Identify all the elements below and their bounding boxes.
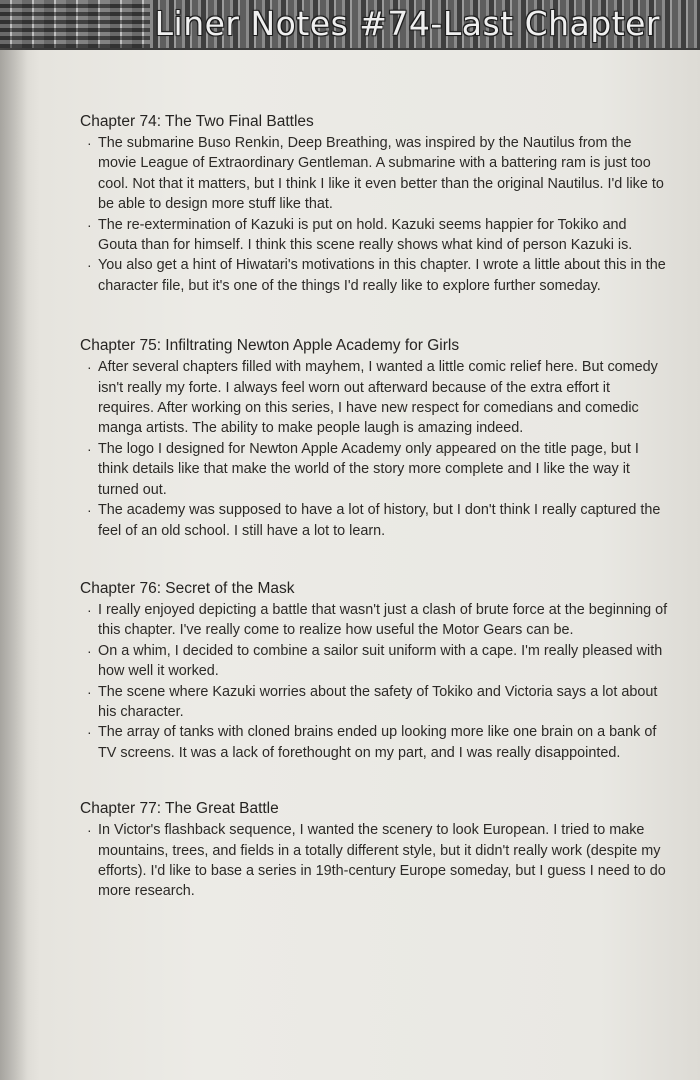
list-item: · The submarine Buso Renkin, Deep Breathing, was inspired by the Nautilus from the movie League of Extraordinary Gentleman. A submarine with a battering ram is just too cool. Not that it matters, but I think I like it even better than the original Nautilus. I'd like to be able to design more stuff like that. xyxy=(87,135,664,213)
list-item: · The array of tanks with cloned brains ended up looking more like one brain on a bank of TV screens. It was a lack of forethought on my part, and I was really disappointed. xyxy=(87,724,657,761)
list-item: · In Victor's flashback sequence, I wanted the scenery to look European. I tried to make mountains, trees, and fields in a totally different style, but it didn't really work (despite my efforts). I'd like to base a series in 19th-century Europe someday, but I guess I need to do more research. xyxy=(87,822,666,900)
chapter-77 xyxy=(78,799,668,902)
list-item: · After several chapters filled with mayhem, I wanted a little comic relief here. But comedy isn't really my forte. I always feel worn out afterward because of the extra effort it requires. After working on this series, I have new respect for comedians and comedic manga artists. The ability to make people laugh is amazing indeed. xyxy=(87,359,658,437)
header-banner xyxy=(0,0,700,50)
list-item: · The scene where Kazuki worries about the safety of Tokiko and Victoria says a lot about his character. xyxy=(87,683,658,720)
liner-notes-body xyxy=(78,112,668,902)
chapter-heading: Chapter 77: The Great Battle xyxy=(80,800,279,818)
header-pattern xyxy=(0,0,150,48)
list-item: · On a whim, I decided to combine a sailor suit uniform with a cape. I'm really pleased with how well it worked. xyxy=(87,642,663,680)
chapter-heading: Chapter 75: Infiltrating Newton Apple Academy for Girls xyxy=(80,337,460,355)
chapter-76 xyxy=(78,579,668,763)
note-list xyxy=(78,357,668,541)
list-item: · The academy was supposed to have a lot of history, but I don't think I really captured the feel of an old school. I still have a lot to learn. xyxy=(87,502,661,539)
chapter-heading: Chapter 76: Secret of the Mask xyxy=(80,579,295,597)
chapter-75 xyxy=(78,336,668,541)
chapter-heading: Chapter 74: The Two Final Battles xyxy=(80,113,314,130)
note-list xyxy=(78,133,668,296)
list-item: · I really enjoyed depicting a battle that wasn't just a clash of brute force at the beginning of this chapter. I've really come to realize how useful the Motor Gears can be. xyxy=(87,601,668,639)
page-title: Liner Notes #74-Last Chapter xyxy=(154,4,660,43)
note-list xyxy=(78,600,668,763)
list-item: · You also get a hint of Hiwatari's motivations in this chapter. I wrote a little about this in the character file, but it's one of the things I'd really like to explore further someday. xyxy=(87,257,666,294)
list-item: · The logo I designed for Newton Apple Academy only appeared on the title page, but I think details like that make the world of the story more complete and I like the way it turned out. xyxy=(87,440,639,498)
list-item: · The re-extermination of Kazuki is put on hold. Kazuki seems happier for Tokiko and Gouta than for himself. I think this scene really shows what kind of person Kazuki is. xyxy=(87,216,633,254)
note-list xyxy=(78,820,668,902)
chapter-74 xyxy=(78,112,668,296)
gutter-shadow xyxy=(0,48,28,1080)
